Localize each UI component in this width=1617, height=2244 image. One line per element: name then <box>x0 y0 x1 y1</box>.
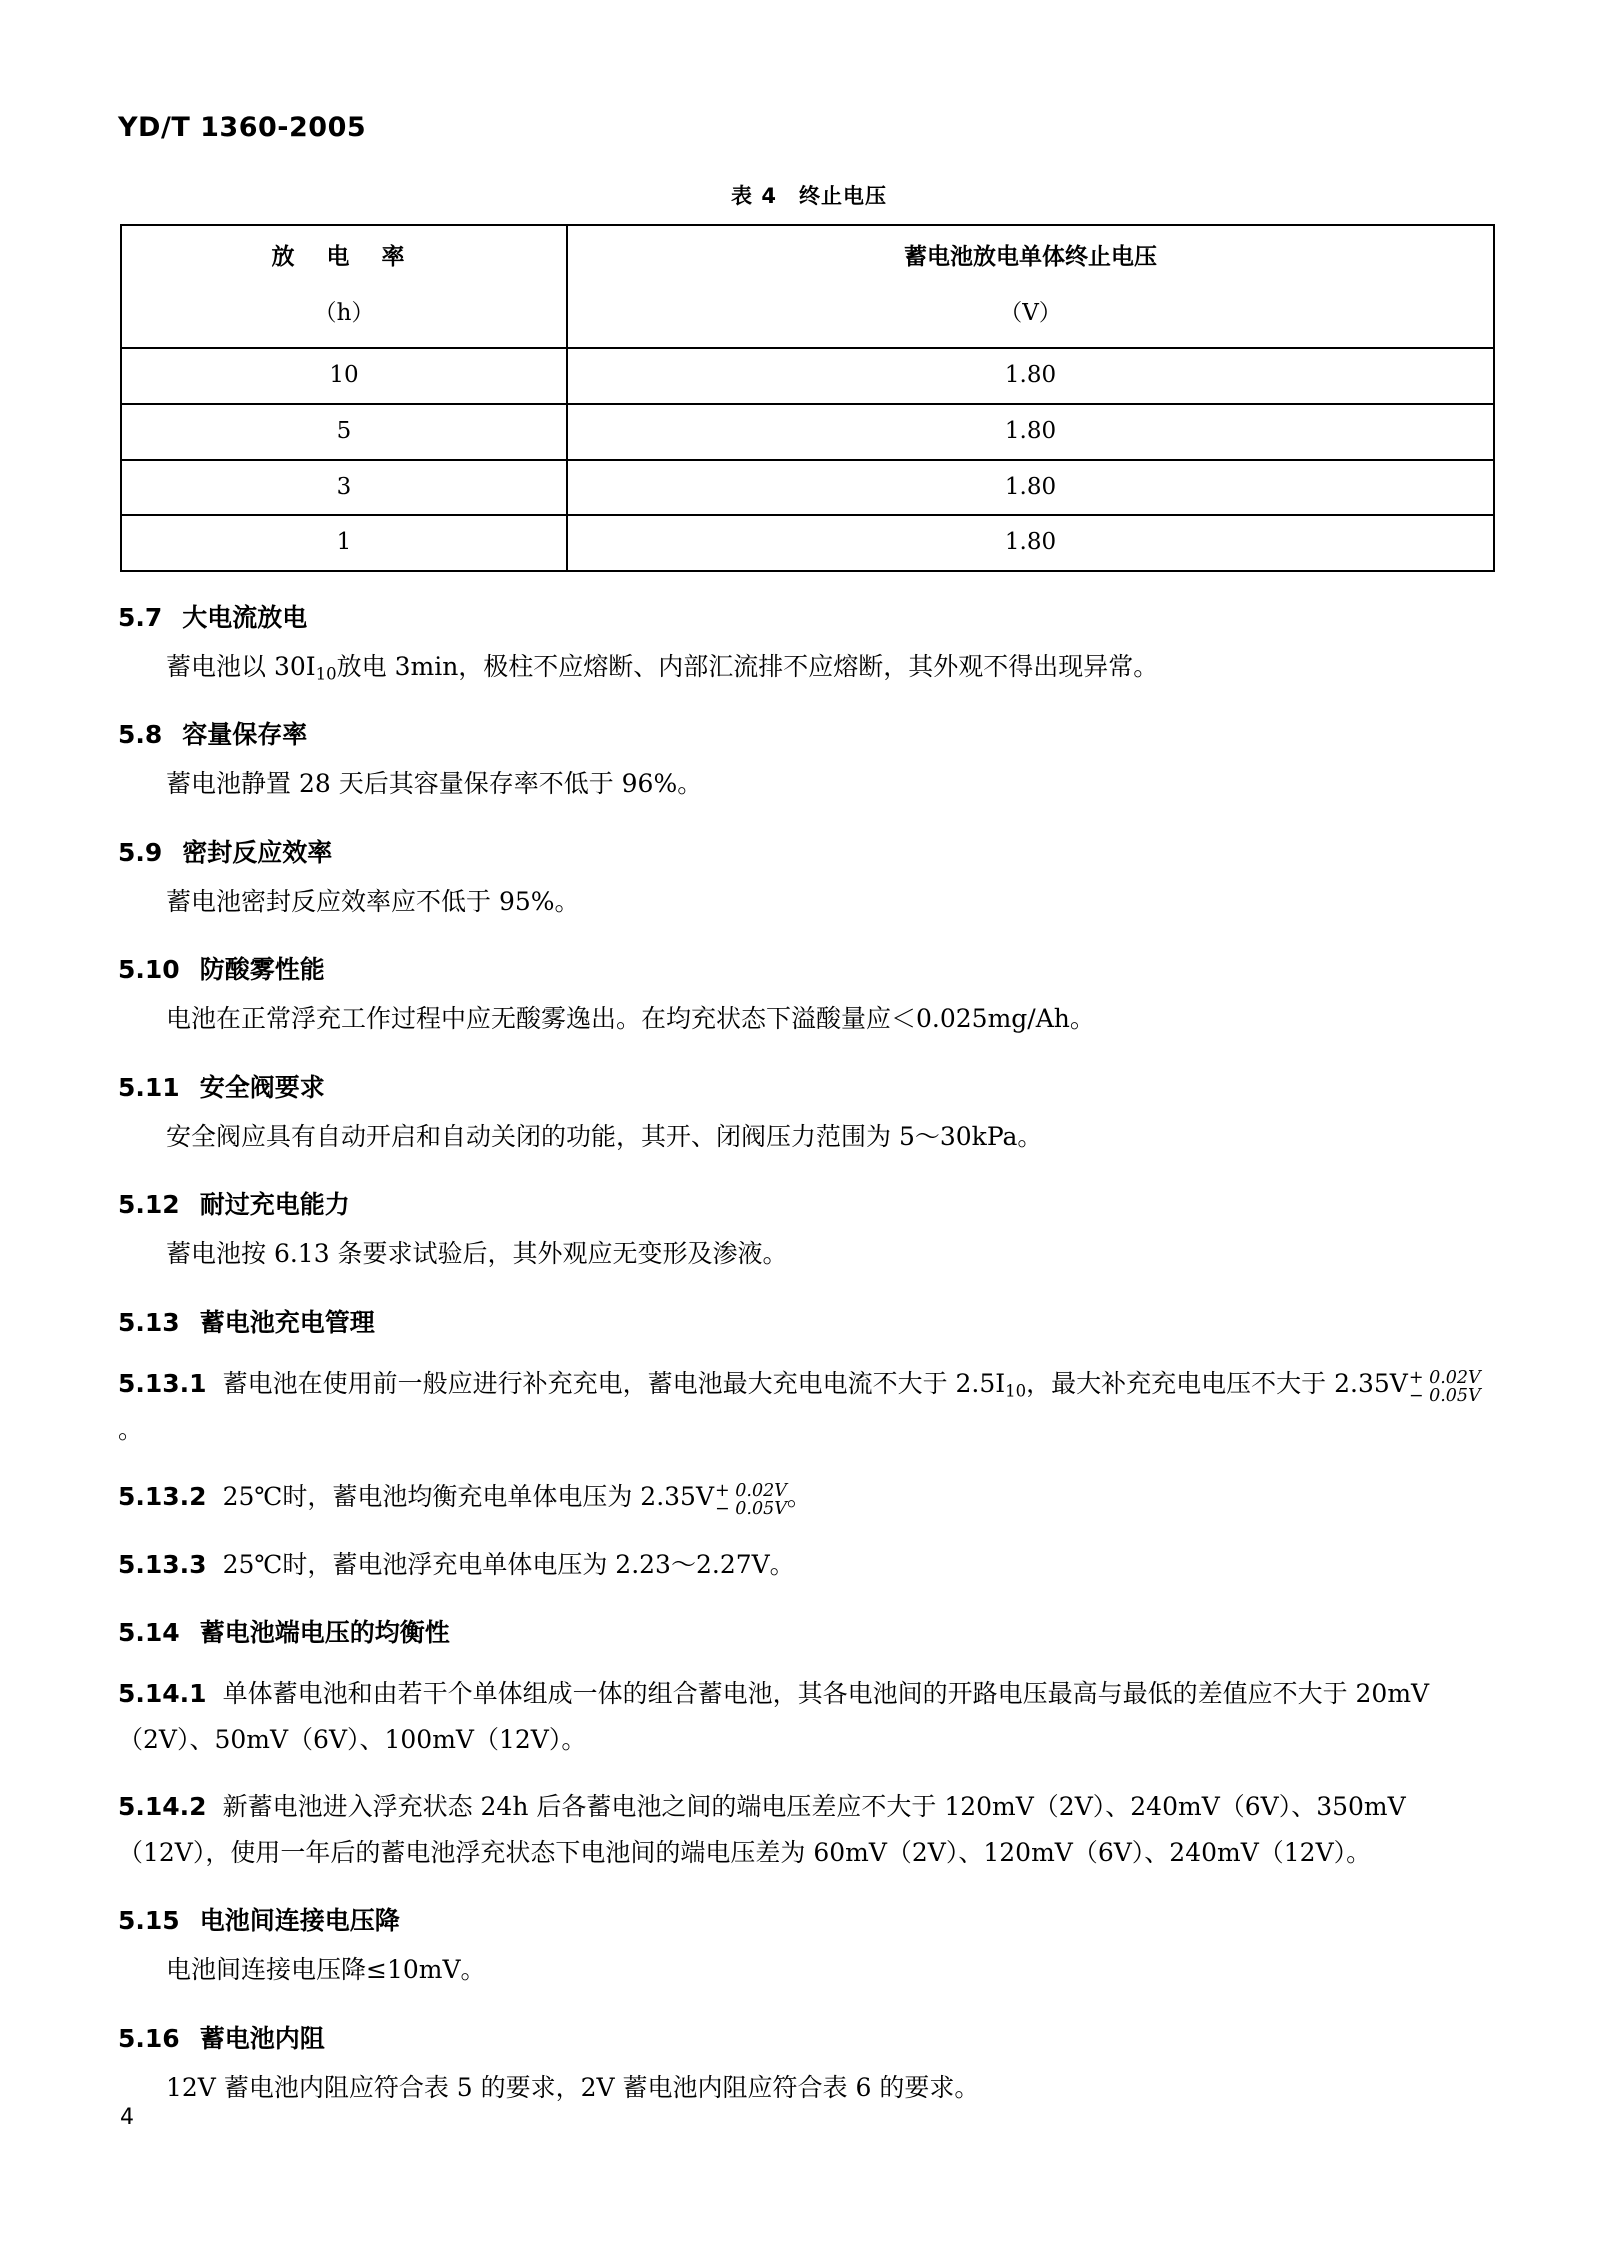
tolerance-upper: + 0.02V <box>715 1480 787 1501</box>
table-row <box>121 460 1494 516</box>
section-heading-5-10 <box>118 950 1500 986</box>
section-number: 5.13 <box>118 1307 180 1337</box>
section-title: 蓄电池内阻 <box>199 2023 325 2053</box>
section-heading-5-15 <box>118 1901 1500 1937</box>
termination-voltage-table <box>120 224 1495 572</box>
clause-number: 5.14.2 <box>118 1792 207 1822</box>
cell-discharge-rate: 1 <box>121 515 567 571</box>
header-rate-label: 放 电 率 <box>271 244 417 270</box>
clause-text: 25℃时，蓄电池浮充电单体电压为 2.23～2.27V。 <box>222 1549 795 1579</box>
clause-5-14-2 <box>118 1784 1500 1875</box>
running-head: YD/T 1360-2005 <box>118 112 367 143</box>
section-title: 耐过充电能力 <box>199 1190 350 1220</box>
section-number: 5.8 <box>118 720 163 750</box>
tolerance-upper: + 0.02V <box>1408 1367 1481 1388</box>
clause-5-13-3 <box>118 1542 1500 1588</box>
clause-text: 新蓄电池进入浮充状态 24h 后各蓄电池之间的端电压差应不大于 120mV（2V）、240mV（6V）、350mV（12V），使用一年后的蓄电池浮充状态下电池间的端电压差为 60mV（2V）、120mV（6V）、240mV（12V）。 <box>118 1792 1406 1867</box>
body-text-part-b: 放电 3min，极柱不应熔断、内部汇流排不应熔断，其外观不得出现异常。 <box>336 651 1159 681</box>
table-row <box>121 515 1494 571</box>
voltage-tolerance <box>1409 1369 1481 1406</box>
section-heading-5-9 <box>118 833 1500 869</box>
table-row <box>121 348 1494 404</box>
section-title: 容量保存率 <box>182 720 308 750</box>
section-heading-5-8 <box>118 715 1500 751</box>
clause-number: 5.13.3 <box>118 1549 207 1579</box>
section-body-5-7 <box>118 644 1500 690</box>
clause-text-c: 。 <box>118 1414 144 1444</box>
section-number: 5.16 <box>118 2023 180 2053</box>
body-text-part-a: 蓄电池以 30I <box>166 651 316 681</box>
section-title: 电池间连接电压降 <box>199 1906 400 1936</box>
clause-5-14-1 <box>118 1671 1500 1762</box>
clause-text-b: 。 <box>786 1482 812 1512</box>
cell-termination-voltage: 1.80 <box>567 404 1494 460</box>
section-body-5-9: 蓄电池密封反应效率应不低于 95%。 <box>166 886 580 916</box>
clause-text-a: 蓄电池在使用前一般应进行补充充电，蓄电池最大充电电流不大于 2.5I <box>222 1368 1006 1398</box>
section-heading-5-16 <box>118 2019 1500 2055</box>
section-number: 5.11 <box>118 1072 180 1102</box>
voltage-tolerance <box>715 1482 787 1519</box>
table-header-discharge-rate <box>121 225 567 348</box>
section-number: 5.15 <box>118 1906 180 1936</box>
section-body-5-11: 安全阀应具有自动开启和自动关闭的功能，其开、闭阀压力范围为 5～30kPa。 <box>166 1121 1043 1151</box>
clause-text-a: 25℃时，蓄电池均衡充电单体电压为 2.35V <box>222 1482 715 1512</box>
section-title: 大电流放电 <box>182 602 308 632</box>
table-header-row <box>121 225 1494 348</box>
header-voltage-unit: （V） <box>999 299 1062 326</box>
section-body-5-10: 电池在正常浮充工作过程中应无酸雾逸出。在均充状态下溢酸量应＜0.025mg/Ah。 <box>166 1004 1095 1034</box>
page-content <box>118 180 1500 2110</box>
current-subscript: 10 <box>315 664 337 684</box>
section-title: 防酸雾性能 <box>199 955 325 985</box>
tolerance-lower: − 0.05V <box>1408 1386 1481 1407</box>
section-heading-5-7 <box>118 598 1500 634</box>
page-number: 4 <box>120 2105 134 2130</box>
table-header-termination-voltage <box>567 225 1494 348</box>
section-title: 密封反应效率 <box>182 837 333 867</box>
clause-number: 5.14.1 <box>118 1679 207 1709</box>
clause-text-b: ，最大补充充电电压不大于 2.35V <box>1026 1368 1408 1398</box>
section-number: 5.10 <box>118 955 180 985</box>
table-caption: 表 4 终止电压 <box>731 184 887 208</box>
current-subscript: 10 <box>1005 1381 1027 1401</box>
section-number: 5.7 <box>118 602 163 632</box>
cell-discharge-rate: 10 <box>121 348 567 404</box>
cell-discharge-rate: 3 <box>121 460 567 516</box>
section-heading-5-13 <box>118 1303 1500 1339</box>
table-row <box>121 404 1494 460</box>
cell-termination-voltage: 1.80 <box>567 460 1494 516</box>
section-number: 5.9 <box>118 837 163 867</box>
section-body-5-8: 蓄电池静置 28 天后其容量保存率不低于 96%。 <box>166 769 703 799</box>
clause-number: 5.13.1 <box>118 1368 207 1398</box>
tolerance-lower: − 0.05V <box>715 1499 787 1520</box>
clause-text: 单体蓄电池和由若干个单体组成一体的组合蓄电池，其各电池间的开路电压最高与最低的差值应不大于 20mV（2V）、50mV（6V）、100mV（12V）。 <box>118 1679 1430 1754</box>
section-body-5-12: 蓄电池按 6.13 条要求试验后，其外观应无变形及渗液。 <box>166 1239 788 1269</box>
cell-termination-voltage: 1.80 <box>567 348 1494 404</box>
section-title: 蓄电池端电压的均衡性 <box>199 1618 450 1648</box>
section-heading-5-14 <box>118 1613 1500 1649</box>
clause-number: 5.13.2 <box>118 1482 207 1512</box>
section-number: 5.12 <box>118 1190 180 1220</box>
section-heading-5-12 <box>118 1185 1500 1221</box>
section-number: 5.14 <box>118 1618 180 1648</box>
cell-termination-voltage: 1.80 <box>567 515 1494 571</box>
clause-5-13-1 <box>118 1361 1500 1452</box>
section-title: 蓄电池充电管理 <box>199 1307 375 1337</box>
section-body-5-16: 12V 蓄电池内阻应符合表 5 的要求，2V 蓄电池内阻应符合表 6 的要求。 <box>166 2072 980 2102</box>
header-voltage-label: 蓄电池放电单体终止电压 <box>904 244 1157 270</box>
section-heading-5-11 <box>118 1068 1500 1104</box>
section-title: 安全阀要求 <box>199 1072 325 1102</box>
section-body-5-15: 电池间连接电压降≤10mV。 <box>166 1955 486 1985</box>
header-rate-unit: （h） <box>313 299 375 326</box>
clause-5-13-2 <box>118 1474 1500 1520</box>
cell-discharge-rate: 5 <box>121 404 567 460</box>
